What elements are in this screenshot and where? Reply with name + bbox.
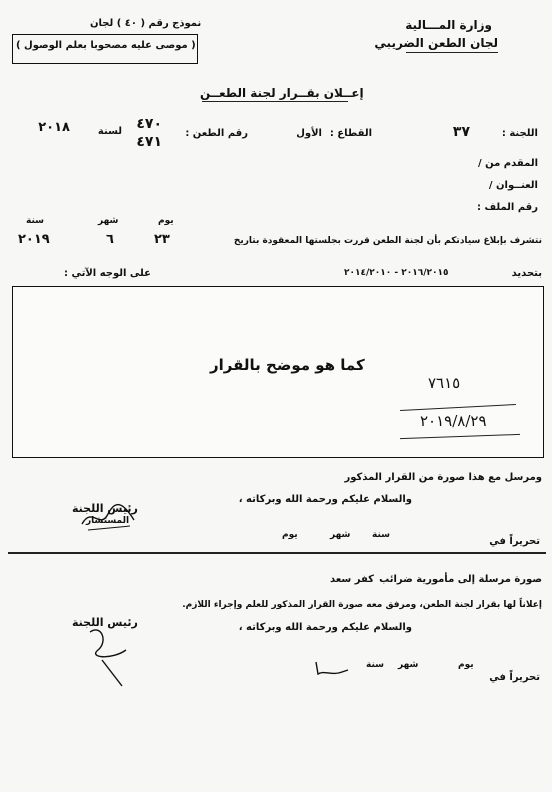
- committee-value: ٣٧: [452, 124, 470, 140]
- registered-mail-note: ( موصى عليه مصحوبا بعلم الوصول ): [16, 40, 196, 51]
- form-header-box: [12, 34, 198, 64]
- year-column-label: سنة: [26, 216, 44, 226]
- day-label: يوم: [158, 216, 174, 226]
- greeting-1: والسلام عليكم ورحمة الله وبركاته ،: [238, 494, 412, 505]
- title-underline: [202, 101, 348, 102]
- decision-text: كما هو موضح بالقرار: [210, 356, 365, 374]
- month-label-2: شهر: [398, 660, 419, 670]
- greeting-2: والسلام عليكم ورحمة الله وبركاته ،: [238, 622, 412, 633]
- signature-2: [82, 620, 142, 690]
- month-label-1: شهر: [330, 530, 351, 540]
- written-in-1: تحريراً في: [489, 536, 540, 547]
- submitter-label: المقدم من /: [478, 158, 538, 169]
- subject-label: بتحديد: [511, 268, 542, 279]
- session-day: ٢٣: [154, 232, 170, 247]
- appeal-number-1: ٤٧٠: [136, 116, 162, 132]
- signer-role-1: المستشار: [86, 516, 130, 526]
- header-underline: [406, 52, 498, 53]
- session-year: ٢٠١٩: [18, 232, 50, 247]
- subject-years: ٢٠١٦/٢٠١٥ - ٢٠١٤/٢٠١٠: [344, 268, 449, 278]
- sector-label: القطاع :: [329, 128, 372, 139]
- year-label-2: سنة: [366, 660, 384, 670]
- address-label: العنــوان /: [488, 180, 538, 191]
- ministry-name: وزارة المـــالية: [405, 18, 492, 32]
- sector-value: الأول: [296, 128, 322, 139]
- appeal-number-label: رقم الطعن :: [185, 128, 248, 139]
- written-in-2: تحريراً في: [489, 672, 540, 683]
- department-name: لجان الطعن الضريبي: [374, 36, 498, 50]
- file-number-label: رقم الملف :: [477, 202, 538, 213]
- section-divider: [8, 552, 546, 554]
- session-month: ٦: [106, 232, 114, 247]
- year-value: ٢٠١٨: [38, 120, 70, 135]
- year-label-1: سنة: [372, 530, 390, 540]
- signer-title-1: رئيس اللجنة: [72, 502, 138, 515]
- signer-title-2: رئيس اللجنة: [72, 616, 138, 629]
- year-label: لسنة: [97, 126, 122, 137]
- signature-1: [78, 500, 138, 534]
- document-title: إعــلان بقــرار لجنة الطعــن: [200, 86, 364, 100]
- copy-to-label: صورة مرسلة إلى مأمورية ضرائب: [379, 574, 542, 585]
- handwritten-date: ٢٠١٩/٨/٢٩: [420, 412, 487, 430]
- day-label-2: يوم: [458, 660, 474, 670]
- tax-office-name: كفر سعد: [330, 574, 374, 585]
- signature-3: [312, 654, 352, 678]
- copy-sent-text: ومرسل مع هذا صورة من القرار المذكور: [344, 472, 542, 483]
- overleaf-note: على الوجه الآتي :: [64, 268, 151, 279]
- handwritten-reference: ٧٦١٥: [428, 374, 461, 392]
- month-label: شهر: [98, 216, 119, 226]
- form-number: نموذج رقم ( ٤٠ ) لجان: [90, 18, 202, 29]
- committee-label: اللجنة :: [501, 128, 538, 139]
- notice-text: نتشرف بإبلاغ سيادتكم بأن لجنة الطعن قررت بجلستها المعقودة بتاريخ: [233, 236, 542, 246]
- appeal-number-2: ٤٧١: [136, 134, 162, 150]
- day-label-1: يوم: [282, 530, 298, 540]
- office-notice: إعلاناً لها بقرار لجنة الطعن، ومرفق معه صورة القرار المذكور للعلم وإجراء اللازم.: [182, 600, 542, 610]
